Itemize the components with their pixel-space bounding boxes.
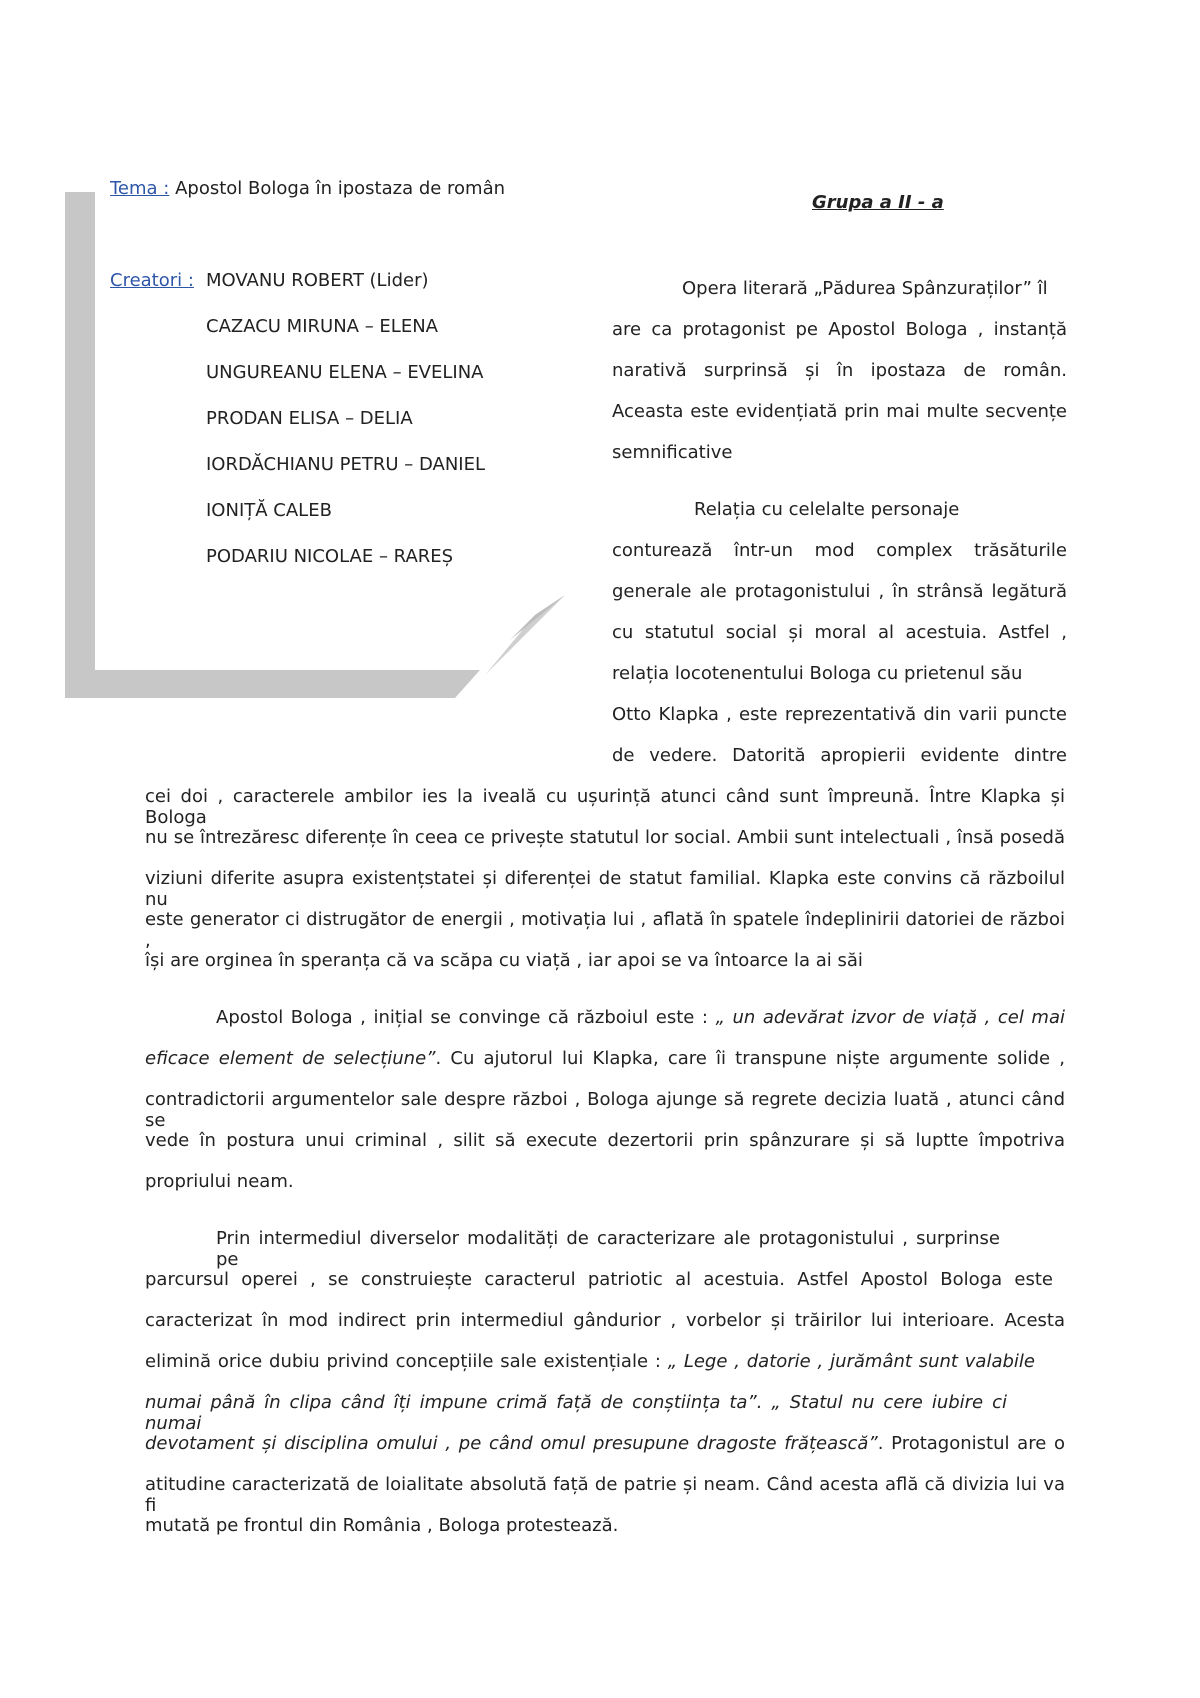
creator-item: IORDĂCHIANU PETRU – DANIEL bbox=[206, 454, 485, 475]
paragraph-3-line: contradictorii argumentelor sale despre război , Bologa ajunge să regrete decizia luată , atunci când se bbox=[145, 1089, 1065, 1131]
paragraph-3-text: . Cu ajutorul lui Klapka, care îi transpune niște argumente solide , bbox=[435, 1048, 1066, 1069]
creator-item: UNGUREANU ELENA – EVELINA bbox=[206, 362, 484, 383]
paragraph-4-text: elimină orice dubiu privind concepțiile sale existențiale : bbox=[145, 1351, 668, 1372]
group-title: Grupa a II - a bbox=[812, 192, 944, 213]
paragraph-3-quote: „ un adevărat izvor de viață , cel mai bbox=[715, 1007, 1065, 1028]
paragraph-3-quote: eficace element de selecțiune” bbox=[145, 1048, 436, 1069]
frame-bracket-shape bbox=[65, 192, 480, 698]
paragraph-3-line: vede în postura unui criminal , silit să execute dezertorii prin spânzurare și să luptte împotriva bbox=[145, 1130, 1065, 1151]
paragraph-1-line: Opera literară „Pădurea Spânzuraților” îl bbox=[682, 278, 1048, 299]
paragraph-2-line: viziuni diferite asupra existențstatei și diferenței de statut familial. Klapka este convins că războilul nu bbox=[145, 868, 1065, 910]
paragraph-2-line: conturează într-un mod complex trăsăturile bbox=[612, 540, 1067, 561]
paragraph-4-line: mutată pe frontul din România , Bologa protestează. bbox=[145, 1515, 619, 1536]
paragraph-2-line: nu se întrezăresc diferențe în ceea ce privește statutul lor social. Ambii sunt intelectuali , însă posedă bbox=[145, 827, 1065, 848]
paragraph-2-line: de vedere. Datorită apropierii evidente dintre bbox=[612, 745, 1067, 766]
creator-item: IONIȚĂ CALEB bbox=[206, 500, 332, 521]
creator-item: CAZACU MIRUNA – ELENA bbox=[206, 316, 438, 337]
paragraph-1-line: Aceasta este evidențiată prin mai multe secvențe bbox=[612, 401, 1067, 422]
paragraph-4-line bbox=[145, 1351, 1035, 1372]
paragraph-4-quote: devotament și disciplina omului , pe când omul presupune dragoste frățească” bbox=[145, 1433, 878, 1454]
paragraph-4-line: Prin intermediul diverselor modalități de caracterizare ale protagonistului , surprinse pe bbox=[216, 1228, 1000, 1270]
paragraph-4-quote: numai până în clipa când îți impune crimă față de conștiința ta”. „ Statul nu cere iubire ci numai bbox=[145, 1392, 1007, 1434]
paragraph-2-line: Relația cu celelalte personaje bbox=[694, 499, 960, 520]
paragraph-4-line bbox=[145, 1392, 1007, 1434]
paragraph-3-line bbox=[145, 1048, 1065, 1069]
creator-item: PRODAN ELISA – DELIA bbox=[206, 408, 413, 429]
paragraph-4-line: parcursul operei , se construiește caracterul patriotic al acestuia. Astfel Apostol Bologa este bbox=[145, 1269, 1053, 1290]
frame-corner-shadow bbox=[510, 595, 565, 640]
creators-label: Creatori : bbox=[110, 270, 194, 291]
creator-item: PODARIU NICOLAE – RAREȘ bbox=[206, 546, 454, 567]
paragraph-4-line: atitudine caracterizată de loialitate absolută față de patrie și neam. Când acesta află că divizia lui va fi bbox=[145, 1474, 1065, 1516]
paragraph-3-text: Apostol Bologa , inițial se convinge că războiul este : bbox=[216, 1007, 716, 1028]
paragraph-2-line: este generator ci distrugător de energii , motivația lui , aflată în spatele îndeplinirii datoriei de război , bbox=[145, 909, 1065, 951]
paragraph-1-line: are ca protagonist pe Apostol Bologa , instanță bbox=[612, 319, 1067, 340]
paragraph-1-line: semnificative bbox=[612, 442, 733, 463]
paragraph-4-line: caracterizat în mod indirect prin intermediul gândurior , vorbelor și trăirilor lui interioare. Acesta bbox=[145, 1310, 1065, 1331]
topic-label: Tema : bbox=[110, 178, 170, 199]
paragraph-2-line: relația locotenentului Bologa cu prietenul său bbox=[612, 663, 1023, 684]
paragraph-2-line: cei doi , caracterele ambilor ies la iveală cu ușurință atunci când sunt împreună. Între Klapka și Bologa bbox=[145, 786, 1065, 828]
paragraph-2-line: își are orginea în speranța că va scăpa cu viață , iar apoi se va întoarce la ai săi bbox=[145, 950, 863, 971]
paragraph-3-line: propriului neam. bbox=[145, 1171, 294, 1192]
paragraph-3-line bbox=[216, 1007, 1065, 1028]
creator-item: MOVANU ROBERT (Lider) bbox=[206, 270, 429, 291]
paragraph-4-line bbox=[145, 1433, 1065, 1454]
topic-line bbox=[110, 178, 505, 199]
paragraph-2-line: cu statutul social și moral al acestuia. Astfel , bbox=[612, 622, 1067, 643]
paragraph-1-line: narativă surprinsă și în ipostaza de român. bbox=[612, 360, 1067, 381]
paragraph-4-text: . Protagonistul are o bbox=[877, 1433, 1065, 1454]
paragraph-4-quote: „ Lege , datorie , jurământ sunt valabile bbox=[667, 1351, 1035, 1372]
paragraph-2-line: Otto Klapka , este reprezentativă din varii puncte bbox=[612, 704, 1067, 725]
paragraph-2-line: generale ale protagonistului , în strânsă legătură bbox=[612, 581, 1067, 602]
topic-text: Apostol Bologa în ipostaza de român bbox=[175, 178, 506, 199]
frame-corner-fold bbox=[485, 595, 565, 675]
